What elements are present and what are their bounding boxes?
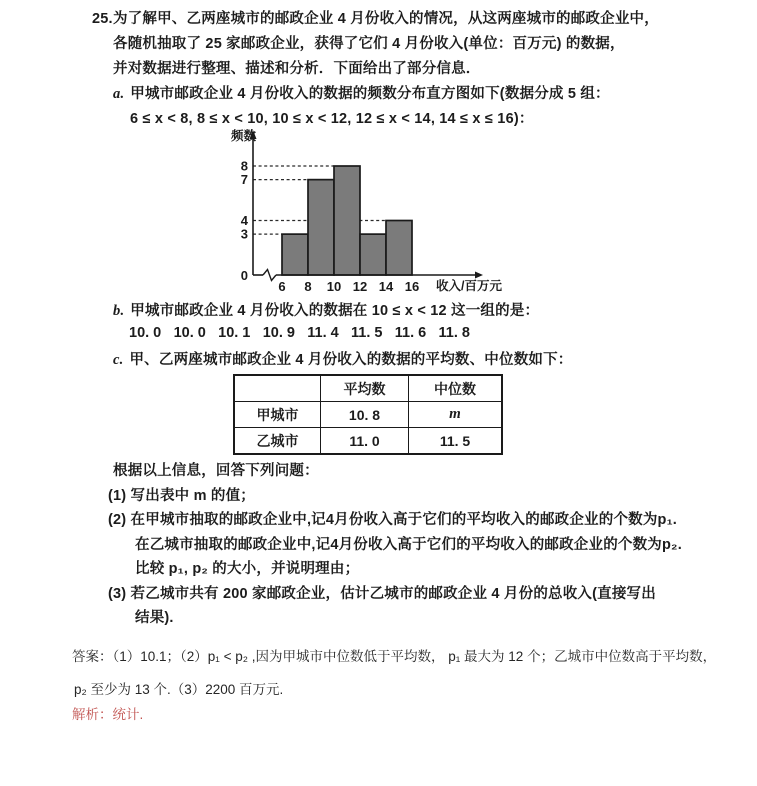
item-c-letter: c. (113, 352, 124, 368)
item-c-text: 甲、乙两座城市邮政企业 4 月份收入的数据的平均数、中位数如下： (129, 352, 573, 368)
table-row (234, 428, 502, 455)
mean-value: 10. 8 (321, 402, 409, 428)
svg-text:收入/百万元: 收入/百万元 (436, 279, 502, 293)
svg-text:7: 7 (240, 172, 248, 188)
row-label: 乙城市 (234, 428, 321, 455)
item-b-text: 甲城市邮政企业 4 月份收入的数据在 10 ≤ x < 12 这一组的是： (130, 303, 540, 319)
question-3-line1: (3) 若乙城市共有 200 家邮政企业，估计乙城市的邮政企业 4 月份的总收入(直接写出 (108, 585, 656, 602)
mean-median-table (233, 374, 503, 455)
data-value: 11. 6 (394, 325, 427, 341)
questions-block (108, 459, 708, 631)
data-value: 11. 4 (307, 325, 339, 341)
item-a-text: 甲城市邮政企业 4 月份收入的数据的频数分布直方图如下(数据分成 5 组： (130, 86, 610, 102)
table-header-row (234, 375, 502, 402)
question-2-line3: 比较 p₁, p₂ 的大小，并说明理由； (135, 561, 360, 577)
question-2-line2: 在乙城市抽取的邮政企业中,记4月份收入高于它们的平均收入的邮政企业的个数为p₂. (135, 536, 682, 553)
svg-text:8: 8 (240, 158, 248, 174)
svg-text:6: 6 (278, 279, 286, 294)
questions-intro: 根据以上信息，回答下列问题： (113, 463, 319, 479)
svg-text:3: 3 (240, 226, 248, 242)
median-value: 11. 5 (409, 428, 503, 455)
header-mean: 平均数 (321, 375, 409, 402)
svg-text:16: 16 (404, 279, 420, 294)
problem-line: 各随机抽取了 25 家邮政企业，获得了它们 4 月份收入(单位：百万元) 的数据， (113, 36, 625, 52)
svg-text:12: 12 (352, 279, 368, 294)
analysis-text: 统计. (112, 707, 144, 722)
data-value: 10. 0 (129, 325, 162, 341)
problem-line (92, 7, 692, 32)
answer-line-2: p₂ 至少为 13 个.（3）2200 百万元. (74, 682, 284, 697)
item-a-letter: a. (113, 86, 125, 102)
analysis-label: 解析： (72, 707, 113, 722)
problem-statement (92, 7, 692, 132)
data-value: 10. 9 (262, 325, 295, 341)
header-blank (234, 375, 321, 402)
question-1: (1) 写出表中 m 的值； (108, 487, 255, 504)
svg-text:4: 4 (240, 213, 248, 228)
answer-line-1: 答案：（1）10.1；（2）p₁ < p₂ ,因为甲城市中位数低于平均数， p₁ 最大为 12 个；乙城市中位数高于平均数， (72, 649, 717, 664)
svg-text:频数: 频数 (231, 129, 257, 143)
problem-number: 25. (92, 11, 113, 27)
item-b-letter: b. (113, 303, 125, 319)
mean-value: 11. 0 (321, 428, 409, 455)
item-b-line (113, 299, 539, 320)
item-c-line (113, 348, 573, 369)
data-value: 11. 5 (351, 325, 383, 341)
question-3-line2: 结果). (135, 610, 174, 626)
item-a-line (92, 82, 692, 107)
svg-text:8: 8 (304, 279, 312, 294)
group-data-values (129, 325, 470, 341)
row-label: 甲城市 (234, 402, 321, 428)
median-value-m: m (409, 402, 503, 428)
table-row (234, 402, 502, 428)
header-median: 中位数 (409, 375, 503, 402)
svg-text:10: 10 (326, 279, 342, 294)
problem-line: 并对数据进行整理、描述和分析．下面给出了部分信息． (113, 61, 481, 77)
item-a-intervals: 6 ≤ x < 8, 8 ≤ x < 10, 10 ≤ x < 12, 12 ≤ x < 14, 14 ≤ x ≤ 16)： (130, 111, 534, 127)
histogram-svg (230, 128, 520, 300)
svg-text:14: 14 (378, 279, 394, 294)
data-value: 10. 1 (218, 325, 251, 341)
data-value: 10. 0 (173, 325, 206, 341)
analysis-line (72, 703, 143, 723)
data-value: 11. 8 (438, 325, 470, 341)
problem-text: 为了解甲、乙两座城市的邮政企业 4 月份收入的情况，从这两座城市的邮政企业中， (113, 11, 659, 27)
question-2-line1: (2) 在甲城市抽取的邮政企业中,记4月份收入高于它们的平均收入的邮政企业的个数为p₁. (108, 512, 678, 528)
svg-text:0: 0 (240, 268, 248, 283)
frequency-histogram (230, 128, 520, 300)
